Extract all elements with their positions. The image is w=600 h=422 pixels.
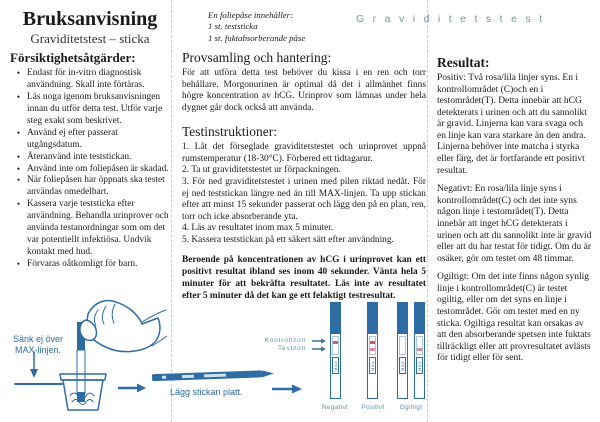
precaution-item	[10, 152, 170, 164]
result-window	[399, 336, 406, 355]
instruction-step: 4. Läs av resultatet inom max 5 minuter.	[182, 223, 334, 234]
bullet-text: Använd inte om foliepåsen är skadad.	[27, 163, 169, 174]
test-line	[417, 348, 422, 351]
stick-handle	[367, 302, 378, 333]
bullet-marker: •	[16, 91, 21, 102]
precaution-item	[10, 128, 170, 152]
result-window	[332, 336, 339, 355]
sampling-body: För att utföra detta test behöver du kissa i en ren och torr behållare. Morgonurinen är optimal då det i allmänhet finns högre koncentration av hCG. Urinprov som lämnas under hela dygnet går dock också att använda.	[182, 68, 426, 113]
arrow-right-icon	[312, 346, 326, 352]
dip-into-cup-illustration	[2, 292, 167, 422]
brand-header: Graviditetstest	[356, 13, 551, 25]
arrow-right-icon	[272, 383, 302, 395]
precaution-item	[10, 199, 170, 259]
stick-body	[367, 333, 378, 399]
instructions-heading: Testinstruktioner:	[182, 124, 278, 140]
left-column	[10, 8, 170, 271]
page-subtitle: Graviditetstest – sticka	[30, 31, 150, 46]
bullet-marker: •	[16, 175, 21, 186]
max-marking: MAX	[416, 357, 423, 374]
middle-column	[182, 50, 426, 302]
test-stick-negativt	[330, 302, 341, 400]
bullet-marker: •	[16, 163, 21, 174]
package-line: En foliepåse innehåller:	[208, 10, 294, 20]
page-title: Bruksanvisning	[22, 8, 158, 30]
flat-stick-illustration	[148, 364, 280, 388]
bullet-text: När foliepåsen har öppnats ska testet användas omedelbart.	[27, 175, 165, 198]
max-marking: MAX	[332, 357, 339, 374]
package-line: 1 st. fuktabsorberande påse	[208, 32, 306, 43]
bullet-text: Använd ej efter passerat utgångsdatum.	[27, 127, 118, 150]
control-line	[370, 341, 375, 344]
stick-label-positive: Positivt	[361, 404, 385, 411]
max-marking: MAX	[399, 357, 406, 374]
precaution-item	[10, 92, 170, 128]
result-window	[369, 336, 376, 355]
stick-body	[414, 333, 425, 399]
bullet-text: Endast för in-vitro diagnostisk användning. Skall inte förtäras.	[27, 68, 145, 90]
package-contents	[208, 10, 305, 44]
arrow-right-icon	[312, 338, 326, 344]
precaution-item	[10, 259, 170, 271]
instruction-steps	[182, 142, 426, 246]
test-zone-label: Testzon	[277, 345, 306, 352]
test-stick-positivt	[367, 302, 378, 400]
test-line	[370, 348, 375, 351]
arrow-right-icon	[118, 382, 146, 394]
precautions-heading: Försiktighetsåtgärder:	[10, 50, 136, 65]
fold-line-left	[171, 0, 172, 422]
flat-caption: Lägg stickan platt.	[170, 387, 243, 397]
precaution-item	[10, 68, 170, 92]
bullet-marker: •	[16, 199, 21, 210]
test-stick-ogiltigt-2	[414, 302, 425, 400]
max-marking: MAX	[369, 357, 376, 374]
bullet-text: Återanvänd inte teststickan.	[27, 151, 132, 162]
timing-warning: Beroende på koncentrationen av hCG i urinprovet kan ett positivt resultat ibland ses inom 40 sekunder. Vänta hela 5 minuter för att bekräfta resultatet. Läs inte av resultatet efter 5 minuter då det kan ge ett felaktigt testresultat.	[182, 255, 426, 302]
control-line	[333, 341, 338, 344]
result-positive-text: Positiv: Två rosa/lila linjer syns. En i kontrollområdet (C)och en i testområdet(T). Detta innebär att hCG detekterats i urinen och att du sannolikt är gravid. Linjerna kan vara svaga och en linje kan vara starkare än den andra. Linjerna behöver inte matcha i styrka eller färg, det är fortfarande ett positivt resultat.	[437, 73, 587, 176]
bullet-marker: •	[16, 259, 21, 269]
bullet-marker: •	[16, 151, 21, 162]
bullet-marker: •	[16, 127, 21, 138]
stick-body	[330, 333, 341, 399]
hand-graphic	[80, 301, 167, 352]
precautions-list	[10, 68, 170, 271]
results-heading: Resultat:	[437, 55, 490, 70]
result-negative-text: Negativt: En rosa/lila linje syns i kontrollområdet(C) och det inte syns någon linje i testområdet(T). Detta innebär att inget hCG detekterats i urinen och att du sannolikt inte är gravid eller att du har testat för tidigt. Om du är osäker, gör om testet om 48 timmar.	[437, 184, 592, 264]
stick-handle	[414, 302, 425, 333]
bullet-text: Förvaras oåtkomligt för barn.	[27, 259, 138, 269]
precaution-item	[10, 164, 170, 176]
result-window	[416, 336, 423, 355]
package-line: 1 st. teststicka	[208, 21, 258, 32]
instruction-step: 2. Ta ut graviditetstestet ur förpackningen.	[182, 165, 341, 176]
bullet-marker: •	[16, 68, 21, 78]
results-column	[437, 55, 594, 372]
stick-body	[397, 333, 408, 399]
bullet-text: Läs noga igenom bruksanvisningen innan du utför detta test. Utför varje steg exakt som beskrivet.	[27, 91, 163, 126]
result-invalid-text: Ogiltigt: Om det inte finns någon synlig linje i kontrollområdet(C) är testet ogiltig, eller om det syns en linje i testområdet. Gör om testet med en ny sticka. Ogiltiga resultat kan orsakas av att den absorberande spetsen inte fuktats tillräckligt eller att provresultatet avlästs för tidigt eller för sent.	[437, 272, 591, 364]
test-stick-ogiltigt-1	[397, 302, 408, 400]
dip-caption: Sänk ej över MAX-linjen.	[12, 334, 64, 355]
bullet-text: Kassera varje teststicka efter användning. Behandla urinprover och använda testanordningar som om det var potentiellt infektiösa. Undvik kontakt med hud.	[27, 199, 169, 258]
control-zone-label: Kontrollzon	[264, 337, 306, 344]
stick-label-invalid: Ogiltigt	[399, 404, 423, 411]
fold-line-right	[427, 0, 428, 422]
stick-handle	[397, 302, 408, 333]
stick-handle	[330, 302, 341, 333]
instruction-step: 1. Låt det förseglade graviditetstestet och urinprovet uppnå rumstemperatur (18-30°C). Förbered ett tidtagarur.	[182, 142, 426, 164]
instruction-step: 5. Kassera teststickan på ett säkert sätt efter användning.	[182, 234, 394, 245]
instruction-step: 3. För ned graviditetstestet i urinen med pilen riktad nedåt. För ej ned teststickan längre ned än till MAX-linjen. Ta upp stickan efter att minst 15 sekunder passerat och lägg den på en plan, ren, torr och icke absorberande yta.	[182, 176, 426, 222]
sampling-heading: Provsamling och hantering:	[182, 50, 332, 65]
stick-label-negative: Negativt	[321, 404, 349, 411]
precaution-item	[10, 175, 170, 199]
